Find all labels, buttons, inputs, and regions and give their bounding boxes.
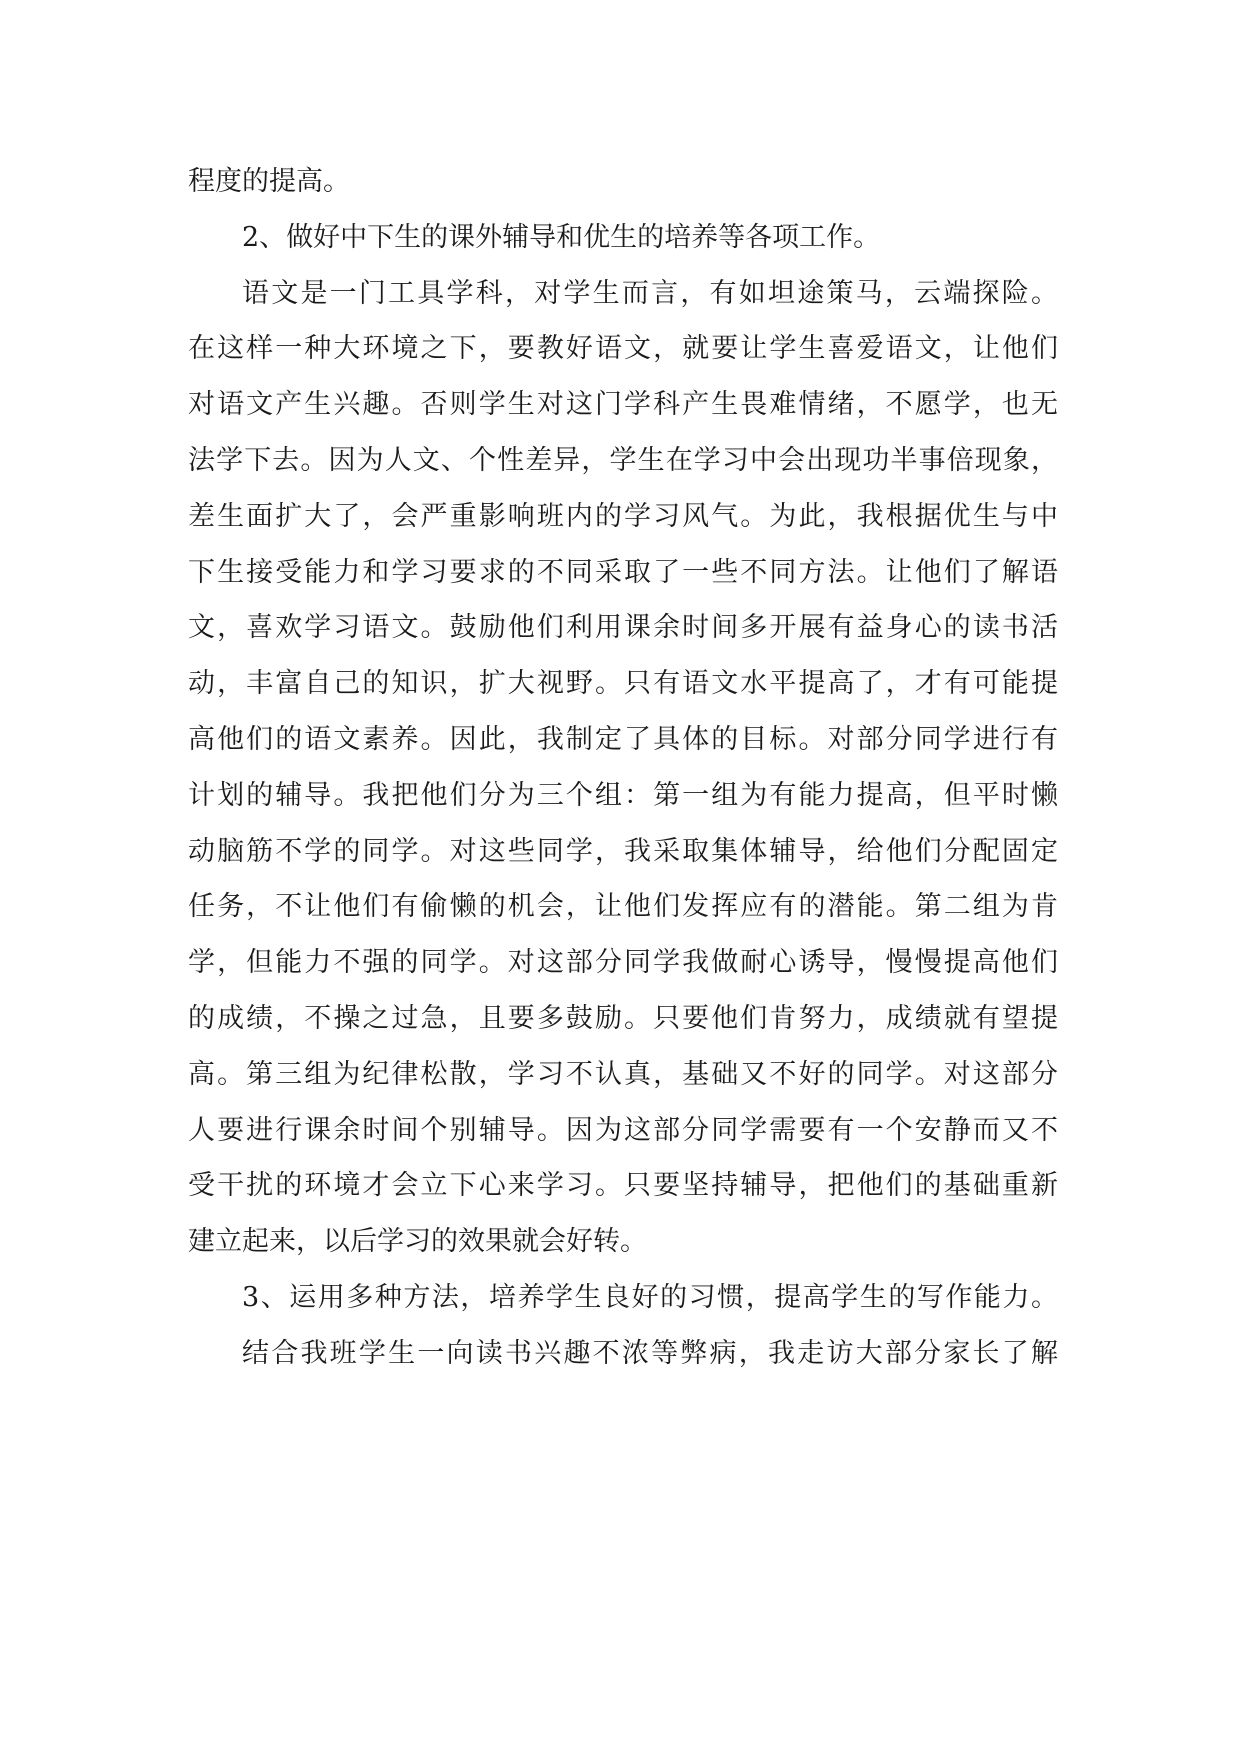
paragraph-line: 在这样一种大环境之下，要教好语文，就要让学生喜爱语文，让他们 [188,333,1058,365]
paragraph-line: 高。第三组为纪律松散，学习不认真，基础又不好的同学。对这部分 [188,1058,1058,1090]
paragraph-line: 对语文产生兴趣。否则学生对这门学科产生畏难情绪，不愿学，也无 [188,389,1058,421]
paragraph-line: 动，丰富自己的知识，扩大视野。只有语文水平提高了，才有可能提 [188,668,1058,700]
paragraph-line: 的成绩，不操之过急，且要多鼓励。只要他们肯努力，成绩就有望提 [188,1002,1058,1034]
paragraph-line: 语文是一门工具学科，对学生而言，有如坦途策马，云端探险。 [242,277,1058,309]
paragraph-line: 受干扰的环境才会立下心来学习。只要坚持辅导，把他们的基础重新 [188,1170,1058,1202]
paragraph-line: 下生接受能力和学习要求的不同采取了一些不同方法。让他们了解语 [188,556,1058,588]
paragraph-line: 程度的提高。 [188,166,350,197]
paragraph-line: 文，喜欢学习语文。鼓励他们利用课余时间多开展有益身心的读书活 [188,612,1058,644]
section-heading-2: 2、做好中下生的课外辅导和优生的培养等各项工作。 [242,221,881,253]
paragraph-line: 学，但能力不强的同学。对这部分同学我做耐心诱导，慢慢提高他们 [188,947,1058,979]
paragraph-line: 动脑筋不学的同学。对这些同学，我采取集体辅导，给他们分配固定 [188,835,1058,867]
paragraph-line: 高他们的语文素养。因此，我制定了具体的目标。对部分同学进行有 [188,723,1058,755]
paragraph-line: 结合我班学生一向读书兴趣不浓等弊病，我走访大部分家长了解 [242,1337,1058,1369]
paragraph-line: 任务，不让他们有偷懒的机会，让他们发挥应有的潜能。第二组为肯 [188,891,1058,923]
section-heading-3: 3、运用多种方法，培养学生良好的习惯，提高学生的写作能力。 [242,1281,1058,1313]
paragraph-line: 人要进行课余时间个别辅导。因为这部分同学需要有一个安静而又不 [188,1114,1058,1146]
paragraph-line: 法学下去。因为人文、个性差异，学生在学习中会出现功半事倍现象， [188,444,1058,476]
paragraph-line: 差生面扩大了，会严重影响班内的学习风气。为此，我根据优生与中 [188,500,1058,532]
document-body [188,154,1058,1382]
paragraph-line: 计划的辅导。我把他们分为三个组：第一组为有能力提高，但平时懒 [188,779,1058,811]
paragraph-line: 建立起来，以后学习的效果就会好转。 [188,1226,647,1258]
